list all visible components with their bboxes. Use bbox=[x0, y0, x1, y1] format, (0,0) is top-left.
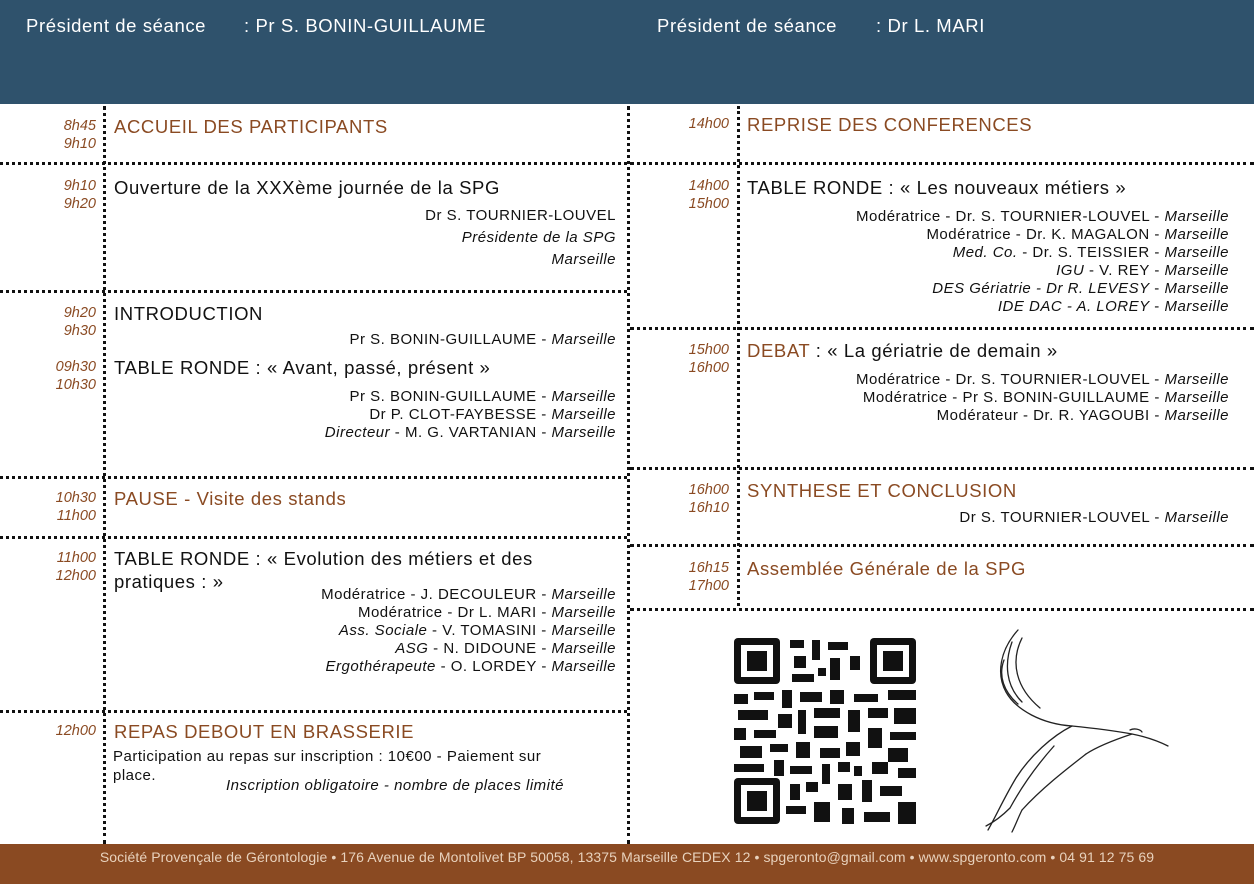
right-separator-4 bbox=[630, 544, 1254, 547]
speaker-line bbox=[749, 298, 1229, 316]
center-column-divider bbox=[627, 106, 630, 844]
table-ronde-2-speakers bbox=[136, 586, 616, 676]
speaker-name: Modératrice - Pr S. BONIN-GUILLAUME - bbox=[862, 389, 1165, 406]
speaker-line bbox=[749, 208, 1229, 226]
right-separator-1 bbox=[630, 162, 1254, 165]
left-president-value: : Pr S. BONIN-GUILLAUME bbox=[244, 15, 487, 36]
time-reprise bbox=[630, 116, 729, 134]
time-start: 16h00 bbox=[688, 482, 729, 498]
title-line: TABLE RONDE : « Evolution des métiers et des bbox=[114, 548, 533, 569]
table-ronde-3-speakers bbox=[749, 208, 1229, 316]
right-time-divider bbox=[737, 106, 740, 606]
time-start: 15h00 bbox=[688, 342, 729, 358]
speaker-line bbox=[749, 371, 1229, 389]
right-president-label: Président de séance bbox=[657, 15, 838, 36]
speaker-role: DES Gériatrie - Dr R. LEVESY bbox=[932, 280, 1150, 297]
session-title-accueil: ACCUEIL DES PARTICIPANTS bbox=[114, 116, 388, 137]
time-end: 11h00 bbox=[56, 507, 96, 524]
speaker-line bbox=[749, 389, 1229, 407]
time-table-ronde-3 bbox=[630, 178, 729, 213]
footer-band bbox=[0, 844, 1254, 884]
speaker-city: Marseille bbox=[551, 604, 616, 621]
speaker-line bbox=[136, 604, 616, 622]
session-title-introduction: INTRODUCTION bbox=[114, 303, 264, 324]
left-separator-5 bbox=[0, 710, 627, 713]
time-end: 16h00 bbox=[688, 359, 729, 376]
speaker-name: Modératrice - Dr. K. MAGALON - bbox=[926, 226, 1165, 243]
time-table-ronde-1 bbox=[0, 359, 96, 394]
speaker-name: Modératrice - J. DECOULEUR - bbox=[321, 586, 552, 603]
speaker-role: Directeur bbox=[324, 424, 391, 441]
session-title-reprise: REPRISE DES CONFERENCES bbox=[747, 114, 1033, 135]
session-title-repas: REPAS DEBOUT EN BRASSERIE bbox=[114, 721, 415, 742]
qr-code-icon[interactable] bbox=[734, 638, 920, 826]
speaker-role: IDE DAC - A. LOREY bbox=[997, 298, 1150, 315]
speaker-city: Marseille bbox=[551, 622, 616, 639]
speaker-line bbox=[749, 262, 1229, 280]
speaker-city: Marseille bbox=[551, 331, 616, 348]
time-end: 9h30 bbox=[63, 322, 96, 339]
speaker-role: Ergothérapeute bbox=[325, 658, 436, 675]
time-start: 14h00 bbox=[688, 116, 729, 132]
speaker-city: Marseille bbox=[551, 658, 616, 675]
session-title-assemblee: Assemblée Générale de la SPG bbox=[747, 558, 1027, 579]
speaker-line bbox=[136, 640, 616, 658]
time-accueil bbox=[0, 118, 96, 153]
speaker-city: Marseille bbox=[1164, 226, 1229, 243]
time-start: 12h00 bbox=[55, 723, 96, 739]
left-separator-4 bbox=[0, 536, 627, 539]
session-title-table-ronde-1: TABLE RONDE : « Avant, passé, présent » bbox=[114, 357, 491, 378]
time-start: 14h00 bbox=[688, 178, 729, 194]
time-start: 8h45 bbox=[63, 118, 96, 134]
left-time-divider bbox=[103, 106, 106, 844]
right-separator-2 bbox=[630, 327, 1254, 330]
title-keyword: DEBAT bbox=[747, 340, 810, 361]
bird-logo-icon bbox=[982, 628, 1172, 834]
speaker-city: Marseille bbox=[1164, 509, 1229, 526]
speaker-city: Marseille bbox=[551, 586, 616, 603]
session-title-ouverture: Ouverture de la XXXème journée de la SPG bbox=[114, 177, 500, 198]
speaker-name: Dr S. TOURNIER-LOUVEL - bbox=[959, 509, 1165, 526]
speaker-name: Pr S. BONIN-GUILLAUME - bbox=[349, 331, 552, 348]
speaker-name: Modératrice - Dr. S. TOURNIER-LOUVEL - bbox=[856, 371, 1165, 388]
table-ronde-1-speakers bbox=[136, 388, 616, 442]
speaker-role: ASG bbox=[395, 640, 429, 657]
speaker-line bbox=[749, 407, 1229, 425]
speaker-line bbox=[749, 280, 1229, 298]
time-ouverture bbox=[0, 178, 96, 213]
speaker-name: - Dr. S. TEISSIER - bbox=[1017, 244, 1165, 261]
speaker-city: Marseille bbox=[551, 406, 616, 423]
repas-note: Inscription obligatoire - nombre de places limité bbox=[226, 777, 564, 794]
time-assemblee bbox=[630, 560, 729, 595]
time-end: 9h20 bbox=[63, 195, 96, 212]
time-start: 09h30 bbox=[55, 359, 96, 375]
time-end: 16h10 bbox=[688, 499, 729, 516]
time-end: 15h00 bbox=[688, 195, 729, 212]
left-president-label: Président de séance bbox=[26, 15, 207, 36]
speaker-name: - V. TOMASINI - bbox=[427, 622, 552, 639]
right-president-value: : Dr L. MARI bbox=[876, 15, 985, 36]
speaker-city: Marseille bbox=[1164, 298, 1229, 315]
speaker-city: Marseille bbox=[1164, 244, 1229, 261]
right-separator-3 bbox=[630, 467, 1254, 470]
speaker-role: IGU bbox=[1056, 262, 1085, 279]
left-separator-1 bbox=[0, 162, 627, 165]
footer-contact-text: Société Provençale de Gérontologie • 176 Avenue de Montolivet BP 50058, 13375 Marseille CEDEX 12 • spgeronto@gmail.com • www.spgeronto.com • 04 91 12 75 69 bbox=[99, 849, 1155, 865]
speaker-name: - bbox=[1149, 298, 1165, 315]
speaker-line bbox=[136, 424, 616, 442]
speaker-name: - O. LORDEY - bbox=[435, 658, 552, 675]
title-line: pratiques : » bbox=[114, 571, 224, 592]
debat-speakers bbox=[749, 371, 1229, 425]
session-title-pause: PAUSE - Visite des stands bbox=[114, 488, 347, 509]
speaker-city: Marseille bbox=[1164, 208, 1229, 225]
speaker-role: Présidente de la SPG bbox=[461, 229, 616, 246]
speaker-line bbox=[136, 622, 616, 640]
speaker-name: - M. G. VARTANIAN - bbox=[390, 424, 552, 441]
speaker-city: Marseille bbox=[551, 640, 616, 657]
speaker-line bbox=[749, 226, 1229, 244]
time-intro bbox=[0, 305, 96, 340]
time-synthese bbox=[630, 482, 729, 517]
speaker-line bbox=[136, 586, 616, 604]
speaker-city: Marseille bbox=[551, 424, 616, 441]
speaker-name: - V. REY - bbox=[1084, 262, 1165, 279]
time-end: 9h10 bbox=[63, 135, 96, 152]
speaker-name: - N. DIDOUNE - bbox=[428, 640, 552, 657]
speaker-name: Modérateur - Dr. R. YAGOUBI - bbox=[936, 407, 1165, 424]
speaker-city: Marseille bbox=[1164, 389, 1229, 406]
speaker-line bbox=[136, 388, 616, 406]
speaker-role: Ass. Sociale bbox=[338, 622, 428, 639]
time-start: 9h20 bbox=[63, 305, 96, 321]
speaker-name: Dr P. CLOT-FAYBESSE - bbox=[369, 406, 552, 423]
speaker-line bbox=[136, 658, 616, 676]
time-end: 12h00 bbox=[55, 567, 96, 584]
time-repas bbox=[0, 723, 96, 741]
header-band bbox=[0, 0, 1254, 104]
synthese-speaker bbox=[749, 509, 1229, 527]
speaker-city: Marseille bbox=[1164, 262, 1229, 279]
speaker-name: Modératrice - Dr L. MARI - bbox=[357, 604, 552, 621]
description-line: Participation au repas sur inscription : 10€00 - Paiement sur bbox=[113, 748, 542, 765]
time-debat bbox=[630, 342, 729, 377]
speaker-name: Modératrice - Dr. S. TOURNIER-LOUVEL - bbox=[856, 208, 1165, 225]
speaker-name: Pr S. BONIN-GUILLAUME - bbox=[349, 388, 552, 405]
time-start: 9h10 bbox=[63, 178, 96, 194]
time-pause bbox=[0, 490, 96, 525]
time-end: 10h30 bbox=[55, 376, 96, 393]
time-start: 11h00 bbox=[56, 550, 96, 566]
time-start: 16h15 bbox=[688, 560, 729, 576]
session-title-table-ronde-3: TABLE RONDE : « Les nouveaux métiers » bbox=[747, 177, 1127, 198]
right-separator-5 bbox=[630, 608, 1254, 611]
session-title-synthese: SYNTHESE ET CONCLUSION bbox=[747, 480, 1017, 501]
session-title-debat bbox=[747, 340, 1058, 362]
speaker-city: Marseille bbox=[551, 251, 616, 268]
speaker-name: Dr S. TOURNIER-LOUVEL bbox=[425, 207, 616, 224]
speaker-city: Marseille bbox=[1164, 407, 1229, 424]
speaker-city: Marseille bbox=[1164, 371, 1229, 388]
speaker-line bbox=[136, 406, 616, 424]
left-separator-2 bbox=[0, 290, 627, 293]
time-start: 10h30 bbox=[55, 490, 96, 506]
speaker-name: - bbox=[1149, 280, 1165, 297]
time-end: 17h00 bbox=[688, 577, 729, 594]
description-line: place. bbox=[113, 767, 157, 784]
title-rest: : « La gériatrie de demain » bbox=[809, 340, 1058, 361]
speaker-line bbox=[749, 244, 1229, 262]
speaker-city: Marseille bbox=[551, 388, 616, 405]
speaker-role: Med. Co. bbox=[952, 244, 1018, 261]
ouverture-speaker bbox=[136, 205, 616, 271]
speaker-city: Marseille bbox=[1164, 280, 1229, 297]
left-separator-3 bbox=[0, 476, 627, 479]
intro-speaker bbox=[136, 331, 616, 349]
time-table-ronde-2 bbox=[0, 550, 96, 585]
